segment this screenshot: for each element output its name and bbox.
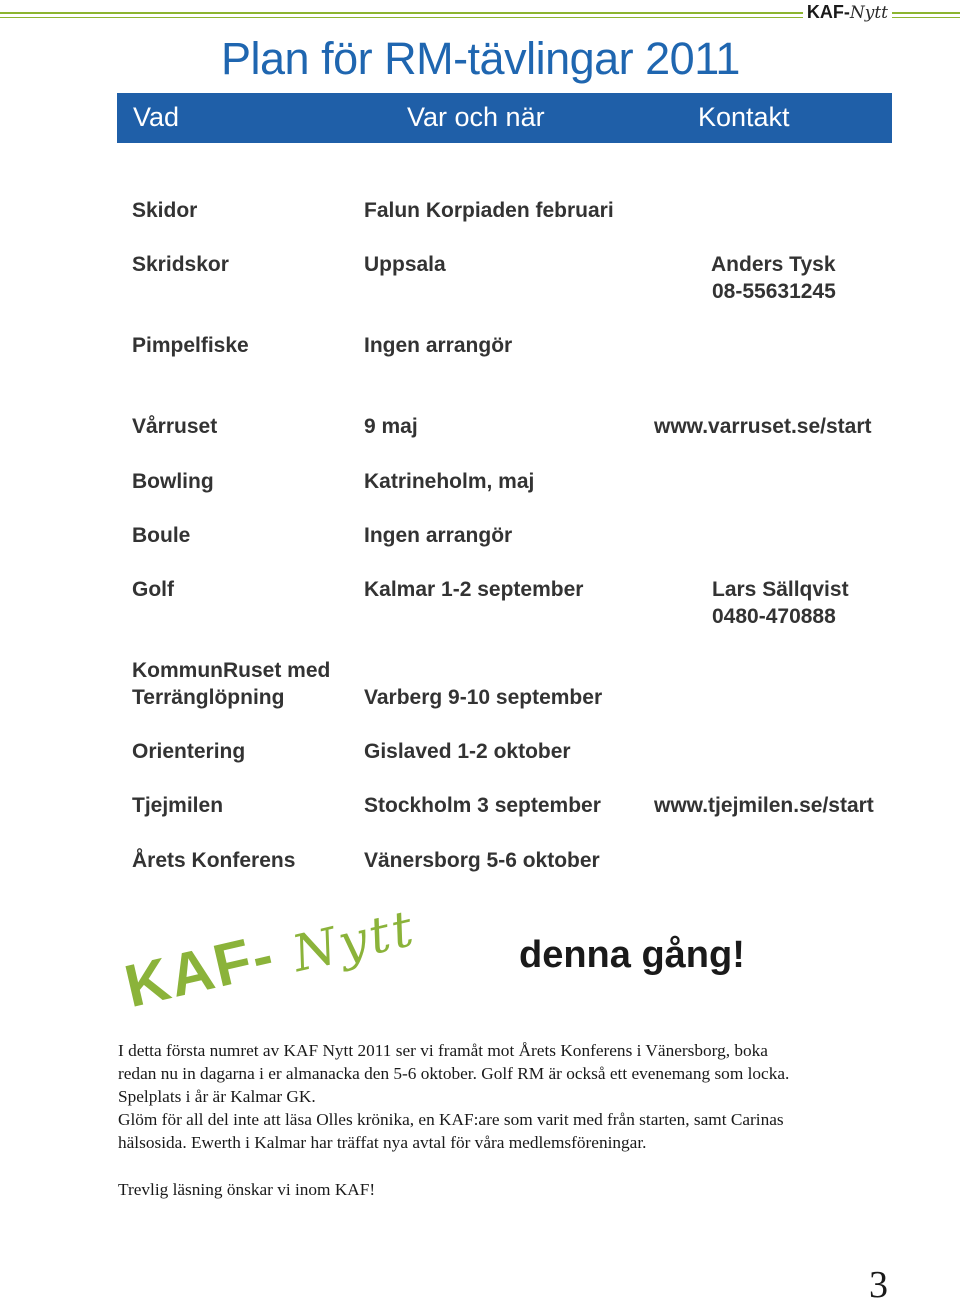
table-header — [117, 93, 892, 143]
row-golf-vad: Golf — [132, 578, 174, 601]
logo-nytt: Nytt — [287, 898, 422, 984]
closing-line: Trevlig läsning önskar vi inom KAF! — [118, 1180, 376, 1199]
row-varruset-var: 9 maj — [364, 415, 418, 438]
row-tjejmilen-vad: Tjejmilen — [132, 794, 224, 817]
intro-line-3: Spelplats i år är Kalmar GK. — [118, 1087, 316, 1106]
intro-line-5: hälsosida. Ewerth i Kalmar har träffat nya avtal för våra medlemsföreningar. — [118, 1133, 647, 1152]
row-skidor-var: Falun Korpiaden februari — [364, 199, 614, 222]
page-number: 3 — [869, 1264, 888, 1304]
header-logo — [803, 2, 892, 23]
row-boule-vad: Boule — [132, 524, 191, 547]
intro-line-1: I detta första numret av KAF Nytt 2011 ser vi framåt mot Årets Konferens i Vänersborg, boka — [118, 1041, 768, 1060]
row-tjejmilen-link[interactable]: www.tjejmilen.se/start — [654, 794, 874, 817]
row-golf-phone: 0480-470888 — [712, 605, 836, 628]
row-kommunruset-vad: KommunRuset med — [132, 659, 331, 682]
row-konferens-vad: Årets Konferens — [132, 849, 296, 872]
row-tjejmilen-var: Stockholm 3 september — [364, 794, 601, 817]
row-bowling-var: Katrineholm, maj — [364, 470, 535, 493]
section-heading: denna gång! — [519, 934, 745, 976]
row-varruset-link[interactable]: www.varruset.se/start — [654, 415, 872, 438]
column-kontakt: Kontakt — [698, 102, 790, 132]
row-skridskor-vad: Skridskor — [132, 253, 229, 276]
logo-kaf: KAF- — [118, 920, 282, 1021]
intro-line-4: Glöm för all del inte att läsa Olles krönika, en KAF:are som varit med från starten, samt Carinas — [118, 1110, 784, 1129]
row-orientering-vad: Orientering — [132, 740, 246, 763]
row-pimpelfiske-var: Ingen arrangör — [364, 334, 513, 357]
row-konferens-var: Vänersborg 5-6 oktober — [364, 849, 600, 872]
column-vad: Vad — [133, 102, 180, 132]
row-bowling-vad: Bowling — [132, 470, 214, 493]
row-boule-var: Ingen arrangör — [364, 524, 513, 547]
row-kommunruset-var: Varberg 9-10 september — [364, 686, 603, 709]
row-golf-var: Kalmar 1-2 september — [364, 578, 584, 601]
row-skridskor-phone: 08-55631245 — [712, 280, 836, 303]
header-logo-kaf: KAF- — [806, 2, 850, 22]
header-logo-nytt: Nytt — [849, 3, 888, 23]
kaf-nytt-logo — [118, 898, 424, 1032]
column-var-och-nar: Var och när — [407, 102, 545, 132]
page-title: Plan för RM-tävlingar 2011 — [221, 33, 740, 84]
row-pimpelfiske-vad: Pimpelfiske — [132, 334, 249, 357]
row-varruset-vad: Vårruset — [132, 415, 218, 438]
row-skridskor-var: Uppsala — [364, 253, 446, 276]
row-skridskor-kontakt: Anders Tysk — [711, 253, 836, 276]
row-kommunruset-vad2: Terränglöpning — [132, 686, 285, 709]
row-skidor-vad: Skidor — [132, 199, 198, 222]
intro-line-2: redan nu in dagarna i er almanacka den 5-6 oktober. Golf RM är också ett evenemang som locka. — [118, 1064, 790, 1083]
row-golf-kontakt: Lars Sällqvist — [712, 578, 849, 601]
row-orientering-var: Gislaved 1-2 oktober — [364, 740, 571, 763]
